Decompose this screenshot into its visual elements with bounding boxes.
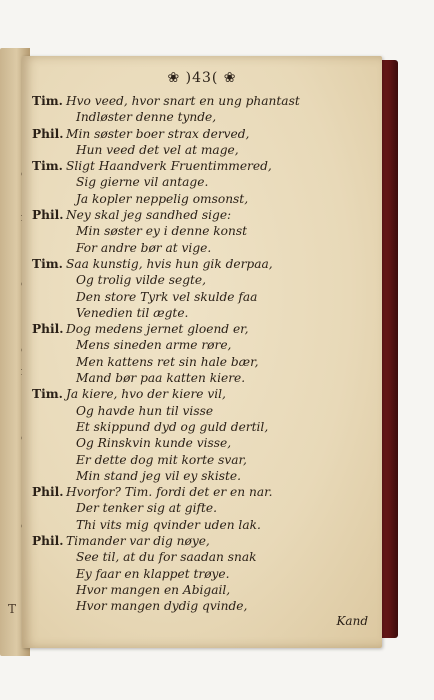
verse-line (32, 305, 362, 321)
verse-line (32, 142, 362, 158)
verse-line (32, 354, 362, 370)
verse-text: See til, at du for saadan snak (76, 550, 257, 565)
verse-text: Mens sineden arme røre, (76, 338, 232, 353)
verse-line (32, 158, 362, 174)
verse-line (32, 256, 362, 272)
speaker-label: Tim. (32, 256, 63, 271)
verse-line (32, 126, 362, 142)
verse-lines (32, 93, 362, 615)
verse-line (32, 582, 362, 598)
verse-text: Venedien til ægte. (76, 305, 189, 320)
speaker-label: Phil. (32, 322, 64, 337)
catchword: Kand (336, 614, 368, 628)
verse-text: Hvorfor? Tim. fordi det er en nar. (66, 485, 273, 500)
verse-line (32, 207, 362, 223)
verse-text: Min søster boer strax derved, (66, 126, 250, 141)
verse-text: Sligt Haandverk Fruentimmered, (66, 159, 272, 174)
verse-text: Sig gierne vil antage. (76, 175, 209, 190)
speaker-label: Phil. (32, 485, 64, 500)
verse-line (32, 272, 362, 288)
left-page-bottom-fragment: T (8, 602, 17, 616)
verse-text: Hvor mangen en Abigail, (76, 582, 231, 597)
verse-line (32, 517, 362, 533)
verse-line (32, 93, 362, 109)
speaker-label: Phil. (32, 534, 64, 549)
verse-line (32, 403, 362, 419)
verse-line (32, 386, 362, 402)
verse-text: Ey faar en klappet trøye. (76, 566, 230, 581)
verse-text: Hvor mangen dydig qvinde, (76, 599, 248, 614)
verse-text: Mand bør paa katten kiere. (76, 371, 246, 386)
speaker-label: Tim. (32, 94, 63, 108)
verse-text: Min stand jeg vil ey skiste. (76, 468, 242, 483)
verse-text: Dog medens jernet gloend er, (66, 322, 249, 337)
verse-text: Der tenker sig at gifte. (76, 501, 218, 516)
verse-line (32, 566, 362, 582)
verse-line (32, 500, 362, 516)
speaker-label: Tim. (32, 159, 63, 174)
verse-text: Et skippund dyd og guld dertil, (76, 419, 269, 434)
verse-line (32, 223, 362, 239)
verse-line (32, 549, 362, 565)
verse-line (32, 533, 362, 549)
verse-text: Hvo veed, hvor snart en ung phantast (66, 94, 300, 108)
speaker-label: Tim. (32, 387, 63, 402)
verse-text: Er dette dog mit korte svar, (76, 452, 247, 467)
verse-line (32, 370, 362, 386)
verse-line (32, 321, 362, 337)
verse-line (32, 174, 362, 190)
verse-text: Ney skal jeg sandhed sige: (66, 208, 232, 223)
verse-line (32, 435, 362, 451)
verse-text: Men kattens ret sin hale bær, (76, 354, 259, 369)
verse-line (32, 289, 362, 305)
verse-text: Den store Tyrk vel skulde faa (76, 289, 258, 304)
verse-line (32, 240, 362, 256)
verse-text: Hun veed det vel at mage, (76, 142, 239, 157)
verse-text: Og Rinskvin kunde visse, (76, 436, 232, 451)
speaker-label: Phil. (32, 126, 64, 141)
verse-line (32, 419, 362, 435)
book-page (22, 56, 382, 648)
verse-text: Min søster ey i denne konst (76, 224, 248, 239)
verse-text: Og havde hun til visse (76, 403, 214, 418)
verse-text: Indløster denne tynde, (76, 110, 217, 125)
verse-text: Ja kiere, hvo der kiere vil, (66, 387, 226, 402)
verse-text: Saa kunstig, hvis hun gik derpaa, (66, 256, 273, 271)
verse-line (32, 468, 362, 484)
verse-line (32, 452, 362, 468)
verse-text: Og trolig vilde segte, (76, 273, 207, 288)
speaker-label: Phil. (32, 208, 64, 223)
verse-line (32, 337, 362, 353)
verse-line (32, 191, 362, 207)
verse-text: Thi vits mig qvinder uden lak. (76, 517, 261, 532)
verse-line (32, 109, 362, 125)
verse-line (32, 598, 362, 614)
verse-text: Ja kopler neppelig omsonst, (76, 191, 249, 206)
verse-text: For andre bør at vige. (76, 240, 212, 255)
verse-text: Timander var dig nøye, (66, 534, 210, 549)
verse-line (32, 484, 362, 500)
page-number: ❀ )43( ❀ (167, 70, 237, 86)
